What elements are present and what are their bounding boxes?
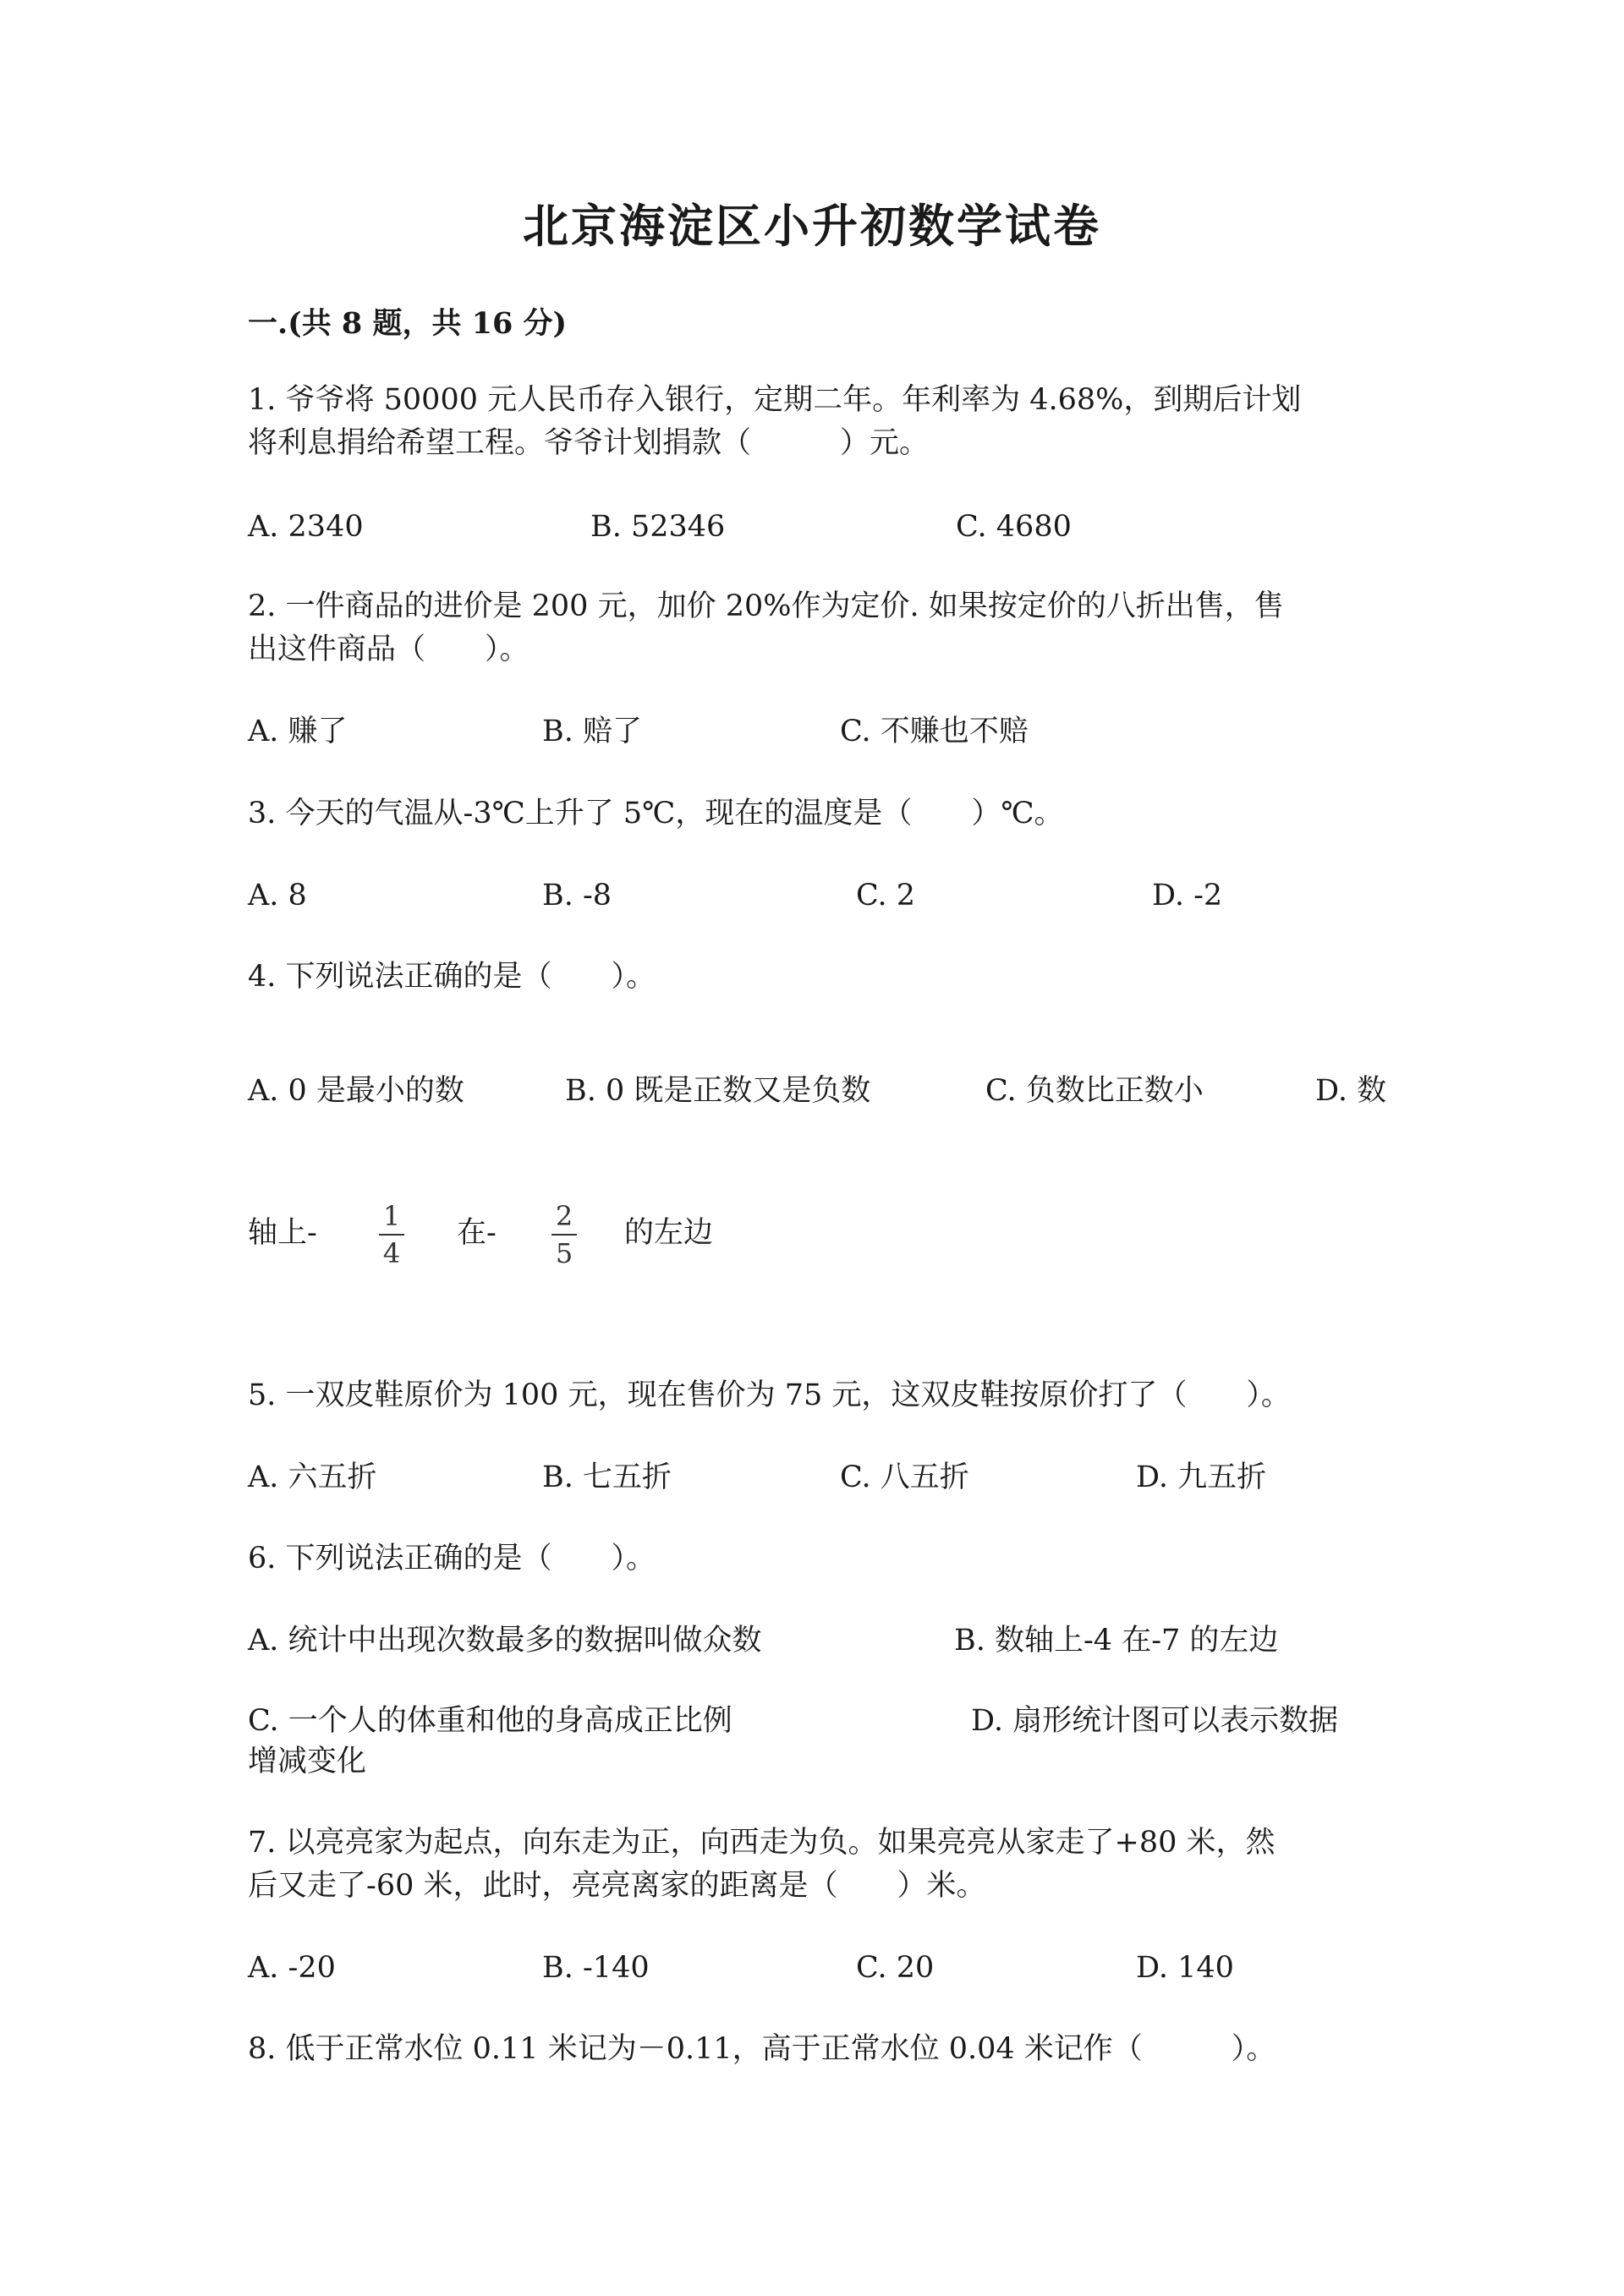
question-5-line-1: 5. 一双皮鞋原价为 100 元，现在售价为 75 元，这双皮鞋按原价打了（ ）。 xyxy=(248,1378,1291,1412)
question-6-option-c: C. 一个人的体重和他的身高成正比例 xyxy=(248,1704,732,1738)
question-4-option-c: C. 负数比正数小 xyxy=(985,1074,1204,1108)
question-6-option-d-continuation: 增减变化 xyxy=(248,1745,367,1778)
fraction-denominator: 5 xyxy=(555,1237,573,1269)
fraction-bar xyxy=(551,1234,577,1236)
fraction-denominator: 4 xyxy=(382,1237,401,1269)
page-title: 北京海淀区小升初数学试卷 xyxy=(523,199,1101,253)
question-1-line-2: 将利息捐给希望工程。爷爷计划捐款（ ）元。 xyxy=(248,426,930,460)
question-6-option-b: B. 数轴上-4 在-7 的左边 xyxy=(954,1624,1279,1658)
question-4-continuation-c: 的左边 xyxy=(624,1216,714,1250)
fraction-numerator: 2 xyxy=(555,1200,573,1232)
question-4-line-1: 4. 下列说法正确的是（ ）。 xyxy=(248,960,656,994)
question-2-line-1: 2. 一件商品的进价是 200 元，加价 20%作为定价. 如果按定价的八折出售，售 xyxy=(248,589,1284,623)
question-1-option-b: B. 52346 xyxy=(590,510,726,544)
fraction-one-quarter xyxy=(372,1199,411,1270)
question-7-option-a: A. -20 xyxy=(248,1951,336,1985)
question-2-option-c: C. 不赚也不赔 xyxy=(840,715,1029,748)
question-3-option-d: D. -2 xyxy=(1152,879,1223,912)
question-1-option-c: C. 4680 xyxy=(956,510,1072,544)
question-5-option-b: B. 七五折 xyxy=(542,1460,672,1494)
question-5-option-a: A. 六五折 xyxy=(248,1460,377,1494)
fraction-numerator: 1 xyxy=(382,1200,401,1232)
question-5-option-c: C. 八五折 xyxy=(840,1460,969,1494)
question-3-option-c: C. 2 xyxy=(856,879,916,912)
question-2-line-2: 出这件商品（ ）。 xyxy=(248,633,529,666)
question-1-option-a: A. 2340 xyxy=(248,510,364,544)
question-6-option-a: A. 统计中出现次数最多的数据叫做众数 xyxy=(248,1624,762,1658)
fraction-two-fifths xyxy=(545,1199,584,1270)
question-7-option-b: B. -140 xyxy=(542,1951,650,1985)
question-7-line-1: 7. 以亮亮家为起点，向东走为正，向西走为负。如果亮亮从家走了+80 米，然 xyxy=(248,1826,1276,1860)
question-7-option-d: D. 140 xyxy=(1136,1951,1234,1985)
question-3-line-1: 3. 今天的气温从-3℃上升了 5℃，现在的温度是（ ）℃。 xyxy=(248,797,1064,830)
question-6-line-1: 6. 下列说法正确的是（ ）。 xyxy=(248,1542,656,1575)
question-4-option-a: A. 0 是最小的数 xyxy=(248,1074,464,1108)
question-4-continuation-b: 在- xyxy=(457,1216,497,1250)
fraction-bar xyxy=(379,1234,404,1236)
question-7-line-2: 后又走了-60 米，此时，亮亮离家的距离是（ ）米。 xyxy=(248,1869,986,1903)
question-7-option-c: C. 20 xyxy=(856,1951,935,1985)
question-3-option-b: B. -8 xyxy=(542,879,612,912)
question-2-option-a: A. 赚了 xyxy=(248,715,348,748)
question-3-option-a: A. 8 xyxy=(248,879,307,912)
question-5-option-d: D. 九五折 xyxy=(1136,1460,1267,1494)
question-2-option-b: B. 赔了 xyxy=(542,715,642,748)
question-1-line-1: 1. 爷爷将 50000 元人民币存入银行，定期二年。年利率为 4.68%，到期后计划 xyxy=(248,383,1302,417)
question-6-option-d: D. 扇形统计图可以表示数据 xyxy=(971,1704,1339,1738)
question-8-line-1: 8. 低于正常水位 0.11 米记为－0.11，高于正常水位 0.04 米记作（ ）。 xyxy=(248,2032,1276,2066)
question-4-option-d: D. 数 xyxy=(1315,1074,1387,1108)
question-4-option-b: B. 0 既是正数又是负数 xyxy=(565,1074,871,1108)
question-4-continuation-a: 轴上- xyxy=(248,1216,317,1250)
section-heading: 一.(共 8 题，共 16 分) xyxy=(248,306,568,341)
